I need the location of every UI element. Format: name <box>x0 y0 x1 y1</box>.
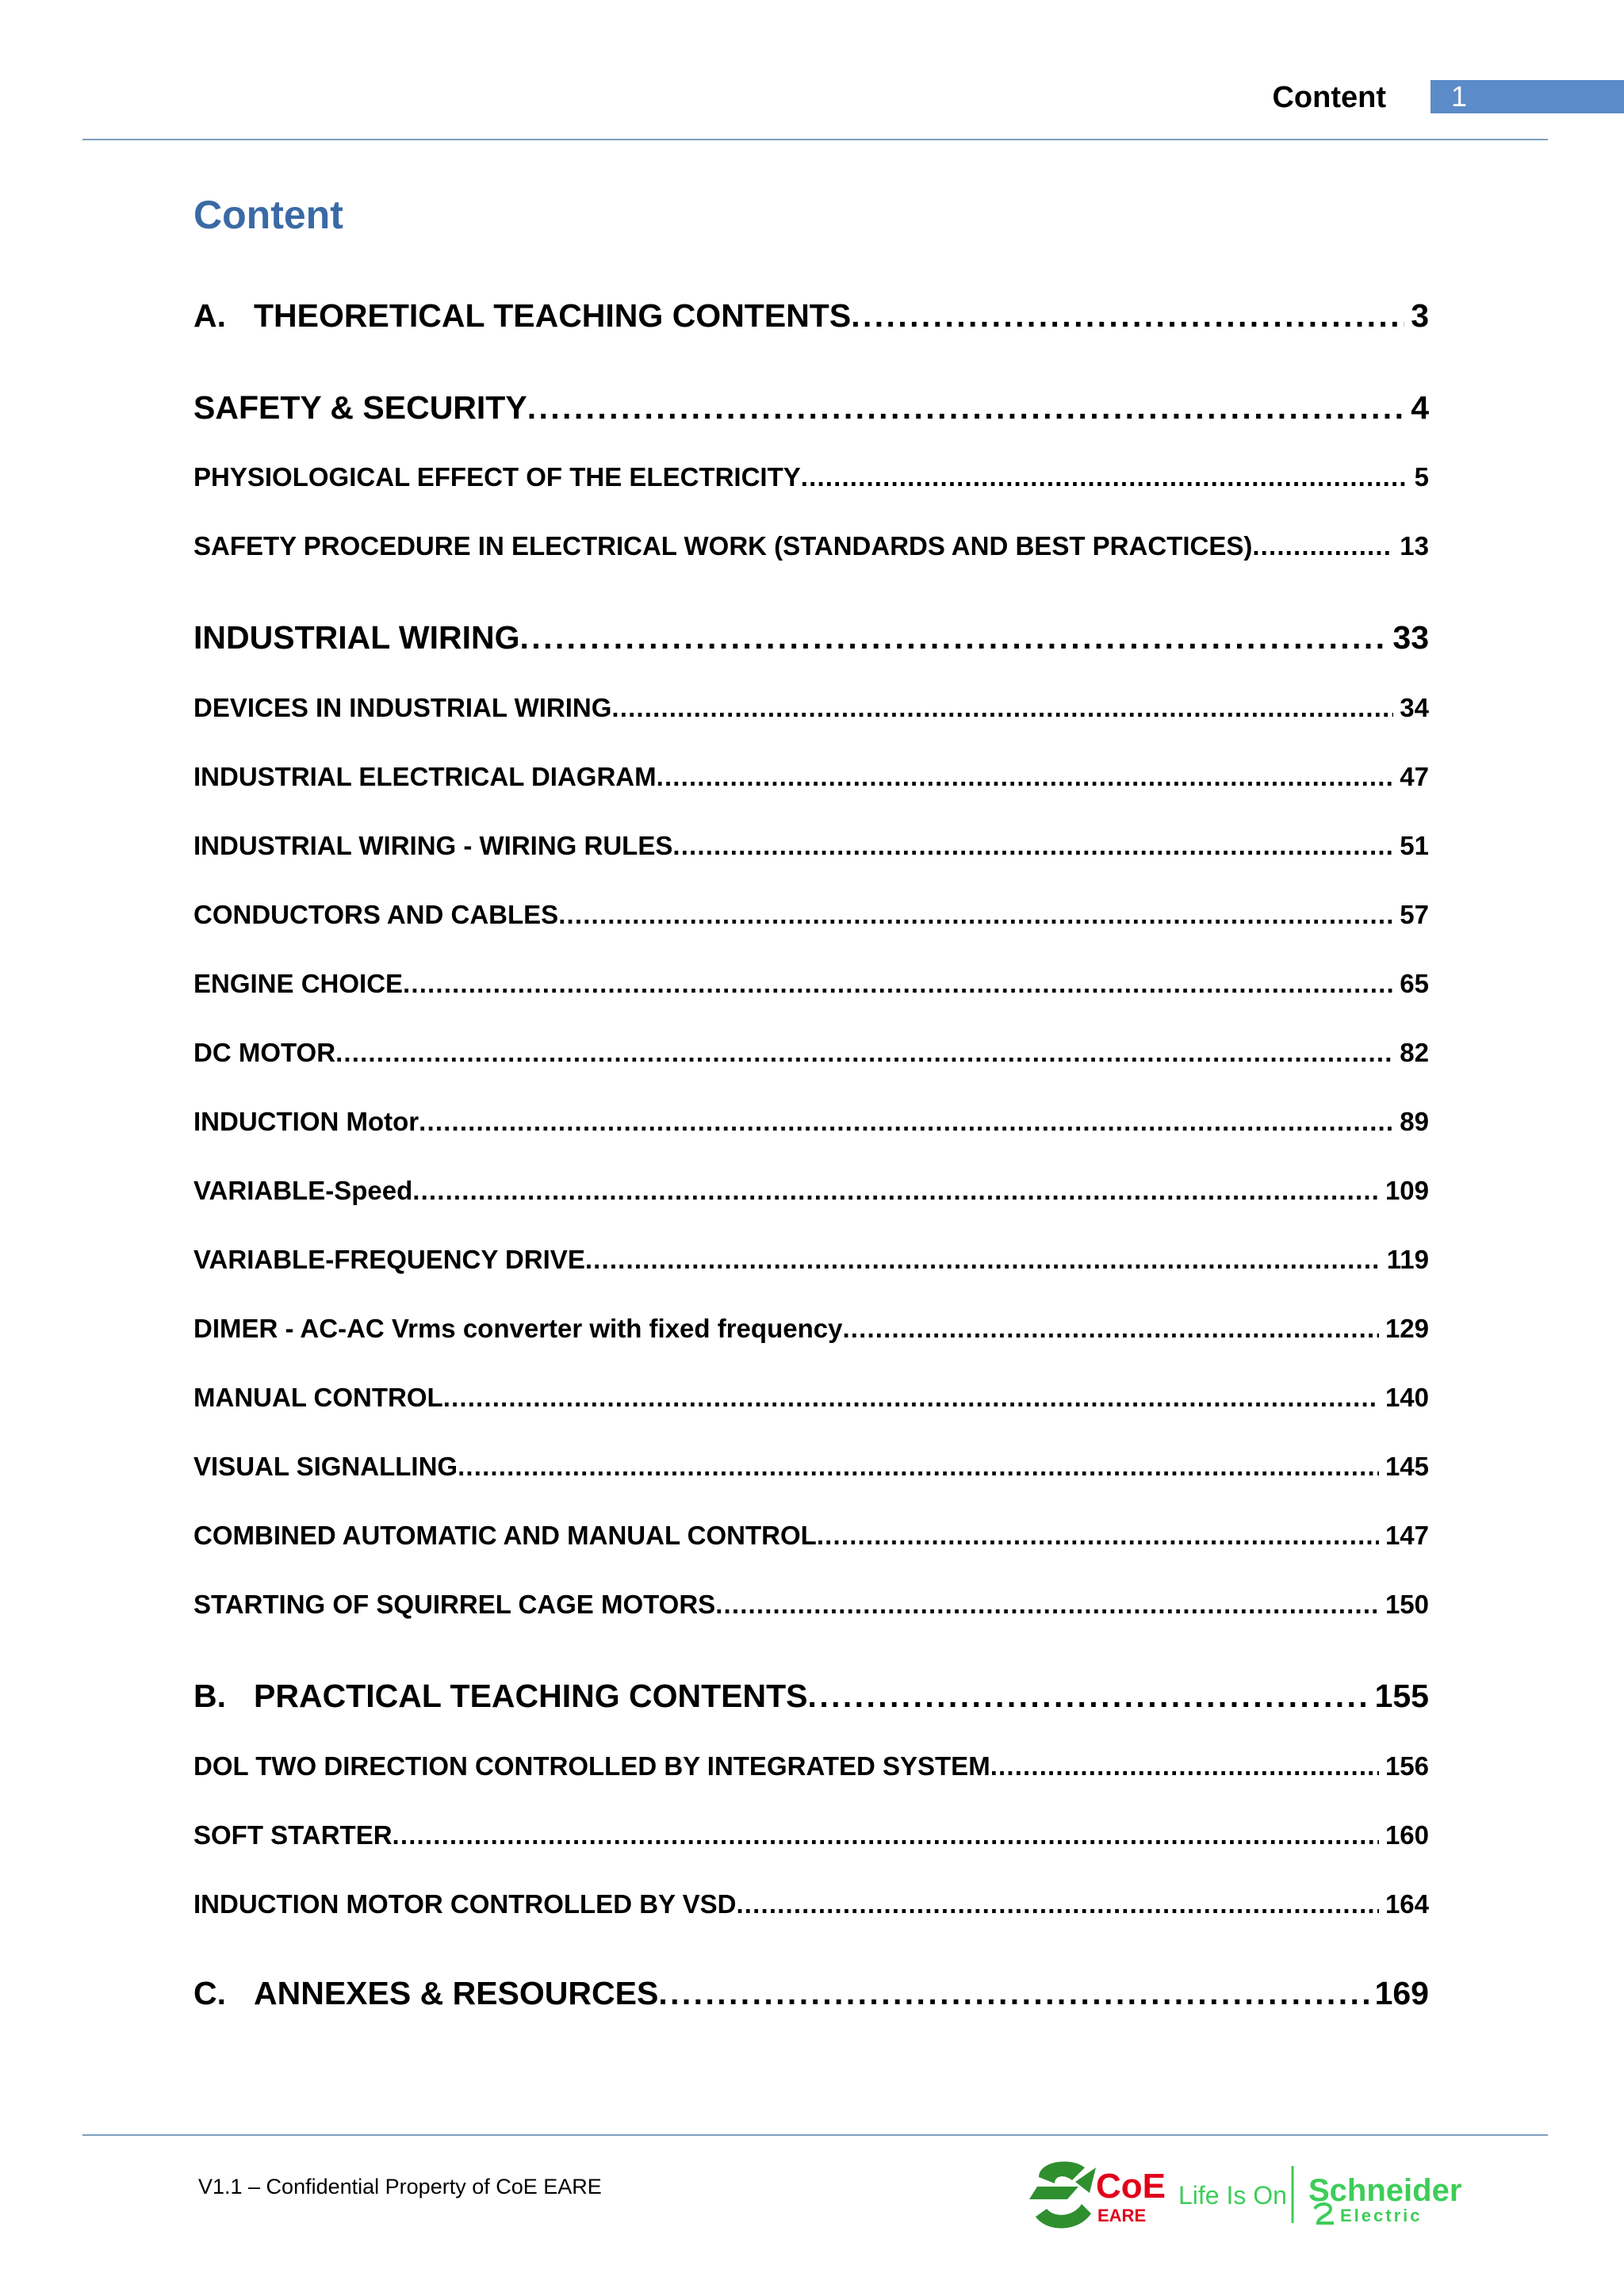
toc-entry[interactable] <box>193 1035 1429 1071</box>
toc-dot-leader <box>527 385 1404 430</box>
toc-entry-page-number: 82 <box>1400 1038 1429 1067</box>
toc-entry-label <box>193 1448 458 1485</box>
toc-entry-label <box>193 1104 419 1140</box>
toc-entry-label <box>193 1971 658 2015</box>
coe-swirl-icon <box>1029 2161 1096 2228</box>
toc-entry-label <box>193 528 1252 564</box>
toc-entry-page-number: 160 <box>1385 1820 1429 1850</box>
toc-dot-leader <box>851 293 1404 338</box>
toc-entry-section-letter: A. <box>193 297 226 334</box>
toc-entry[interactable] <box>193 385 1429 430</box>
footer-confidential-text: V1.1 – Confidential Property of CoE EARE <box>198 2175 602 2198</box>
toc-entry[interactable] <box>193 1586 1429 1623</box>
toc-entry-title: PHYSIOLOGICAL EFFECT OF THE ELECTRICITY <box>193 462 801 492</box>
svg-text:CoE: CoE <box>1096 2167 1166 2206</box>
toc-entry-title: MANUAL CONTROL <box>193 1383 443 1412</box>
toc-entry[interactable] <box>193 1173 1429 1209</box>
toc-entry-title: DIMER - AC-AC Vrms converter with fixed frequency <box>193 1314 843 1343</box>
toc-dot-leader <box>585 1242 1381 1278</box>
toc-entry-page-number: 145 <box>1385 1452 1429 1481</box>
toc-entry-title: DOL TWO DIRECTION CONTROLLED BY INTEGRATED SYSTEM <box>193 1751 990 1781</box>
toc-entry[interactable] <box>193 1380 1429 1416</box>
toc-entry-section-letter: B. <box>193 1678 226 1714</box>
toc-entry-label <box>193 1748 990 1785</box>
toc-entry-label <box>193 1517 817 1554</box>
toc-dot-leader <box>412 1173 1379 1209</box>
toc-dot-leader <box>658 1971 1368 2015</box>
toc-entry-page-number: 164 <box>1385 1889 1429 1919</box>
footer-divider <box>82 2134 1548 2136</box>
toc-entry-page-number: 33 <box>1392 619 1429 656</box>
toc-dot-leader <box>335 1035 1393 1071</box>
toc-entry-title: INDUCTION Motor <box>193 1107 419 1136</box>
toc-entry-title: INDUCTION MOTOR CONTROLLED BY VSD <box>193 1889 737 1919</box>
header-title: Content <box>1272 81 1386 114</box>
toc-dot-leader <box>403 966 1393 1002</box>
toc-entry-label <box>193 1380 443 1416</box>
toc-entry-title: INDUSTRIAL ELECTRICAL DIAGRAM <box>193 762 657 791</box>
toc-entry-page-number: 65 <box>1400 969 1429 998</box>
toc-dot-leader <box>558 897 1393 933</box>
toc-dot-leader <box>842 1311 1378 1347</box>
toc-entry[interactable] <box>193 1242 1429 1278</box>
toc-entry[interactable] <box>193 1104 1429 1140</box>
toc-entry-section-letter: C. <box>193 1975 226 2011</box>
toc-entry-page-number: 89 <box>1400 1107 1429 1136</box>
toc-entry-page-number: 140 <box>1385 1383 1429 1412</box>
toc-entry[interactable] <box>193 897 1429 933</box>
toc-entry-page-number: 3 <box>1411 297 1429 334</box>
toc-dot-leader <box>736 1886 1378 1923</box>
toc-dot-leader <box>520 615 1387 660</box>
toc-entry[interactable] <box>193 293 1429 338</box>
toc-entry-title: SOFT STARTER <box>193 1820 393 1850</box>
toc-entry-page-number: 119 <box>1386 1245 1429 1274</box>
toc-entry-title: PRACTICAL TEACHING CONTENTS <box>254 1678 808 1714</box>
toc-dot-leader <box>458 1448 1379 1485</box>
toc-entry-label <box>193 828 672 864</box>
toc-entry[interactable] <box>193 966 1429 1002</box>
svg-text:Life Is On: Life Is On <box>1178 2181 1287 2210</box>
toc-entry-label <box>193 1173 412 1209</box>
toc-entry-page-number: 109 <box>1385 1176 1429 1205</box>
toc-entry-title: DEVICES IN INDUSTRIAL WIRING <box>193 693 612 722</box>
toc-entry-title: ENGINE CHOICE <box>193 969 404 998</box>
toc-entry-label <box>193 615 520 660</box>
toc-entry-label <box>193 897 558 933</box>
toc-dot-leader <box>419 1104 1393 1140</box>
toc-entry-label <box>193 1242 585 1278</box>
toc-entry[interactable] <box>193 1517 1429 1554</box>
toc-dot-leader <box>611 690 1393 726</box>
toc-entry-page-number: 51 <box>1400 831 1429 860</box>
toc-entry-title: STARTING OF SQUIRREL CAGE MOTORS <box>193 1590 716 1619</box>
toc-entry-title: VISUAL SIGNALLING <box>193 1452 458 1481</box>
toc-entry-page-number: 156 <box>1385 1751 1429 1781</box>
toc-entry-label <box>193 759 657 795</box>
toc-entry[interactable] <box>193 690 1429 726</box>
toc-entry[interactable] <box>193 1674 1429 1718</box>
toc-entry-label <box>193 1311 842 1347</box>
toc-entry-label <box>193 1586 715 1623</box>
toc-entry-label <box>193 459 801 496</box>
toc-dot-leader <box>672 828 1393 864</box>
svg-text:Electric: Electric <box>1340 2206 1423 2225</box>
toc-entry-page-number: 169 <box>1374 1975 1429 2011</box>
toc-entry-page-number: 155 <box>1374 1678 1429 1714</box>
toc-entry-title: INDUSTRIAL WIRING <box>193 619 520 656</box>
header-divider <box>82 139 1548 140</box>
toc-dot-leader <box>817 1517 1379 1554</box>
toc-dot-leader <box>808 1674 1369 1718</box>
toc-dot-leader <box>1252 528 1393 564</box>
page-number-badge: 1 <box>1431 80 1624 113</box>
toc-entry-page-number: 47 <box>1400 762 1429 791</box>
toc-entry[interactable] <box>193 459 1429 496</box>
toc-entry-page-number: 4 <box>1411 389 1429 426</box>
toc-dot-leader <box>715 1586 1379 1623</box>
svg-text:Schneider: Schneider <box>1308 2173 1462 2208</box>
page-title: Content <box>193 193 343 237</box>
toc-entry-label <box>193 966 403 1002</box>
toc-entry-label <box>193 293 851 338</box>
coe-eare-logo-icon <box>1023 2153 1467 2233</box>
toc-entry-title: COMBINED AUTOMATIC AND MANUAL CONTROL <box>193 1521 817 1550</box>
toc-entry-page-number: 5 <box>1414 462 1429 492</box>
toc-entry[interactable] <box>193 1971 1429 2015</box>
toc-entry-title: DC MOTOR <box>193 1038 336 1067</box>
toc-entry-title: VARIABLE-Speed <box>193 1176 413 1205</box>
toc-entry-page-number: 147 <box>1385 1521 1429 1550</box>
toc-entry-label <box>193 1035 335 1071</box>
toc-dot-leader <box>443 1380 1379 1416</box>
toc-entry[interactable] <box>193 759 1429 795</box>
toc-entry-page-number: 13 <box>1400 531 1429 561</box>
toc-entry-title: SAFETY & SECURITY <box>193 389 527 426</box>
toc-entry-title: ANNEXES & RESOURCES <box>254 1975 659 2011</box>
footer-logos <box>1023 2153 1467 2233</box>
toc-entry-label <box>193 1817 393 1854</box>
svg-text:EARE: EARE <box>1097 2206 1147 2225</box>
toc-entry[interactable] <box>193 1448 1429 1485</box>
toc-dot-leader <box>990 1748 1379 1785</box>
toc-entry-page-number: 57 <box>1400 900 1429 929</box>
toc-entry-page-number: 34 <box>1400 693 1429 722</box>
toc-entry[interactable] <box>193 528 1429 564</box>
toc-dot-leader <box>801 459 1408 496</box>
toc-entry-title: INDUSTRIAL WIRING - WIRING RULES <box>193 831 673 860</box>
toc-entry[interactable] <box>193 615 1429 660</box>
toc-entry[interactable] <box>193 1817 1429 1854</box>
toc-entry-title: THEORETICAL TEACHING CONTENTS <box>254 297 852 334</box>
toc-entry-title: VARIABLE-FREQUENCY DRIVE <box>193 1245 585 1274</box>
toc-entry-label <box>193 1886 736 1923</box>
toc-entry-label <box>193 1674 808 1718</box>
toc-entry-label <box>193 690 611 726</box>
toc-entry-label <box>193 385 527 430</box>
toc-dot-leader <box>393 1817 1379 1854</box>
toc-entry[interactable] <box>193 1886 1429 1923</box>
toc-entry-page-number: 150 <box>1385 1590 1429 1619</box>
toc-entry[interactable] <box>193 828 1429 864</box>
toc-entry-page-number: 129 <box>1385 1314 1429 1343</box>
toc-entry-title: CONDUCTORS AND CABLES <box>193 900 559 929</box>
toc-entry-title: SAFETY PROCEDURE IN ELECTRICAL WORK (STANDARDS AND BEST PRACTICES) <box>193 531 1253 561</box>
toc-dot-leader <box>657 759 1394 795</box>
toc-entry[interactable] <box>193 1748 1429 1785</box>
toc-entry[interactable] <box>193 1311 1429 1347</box>
